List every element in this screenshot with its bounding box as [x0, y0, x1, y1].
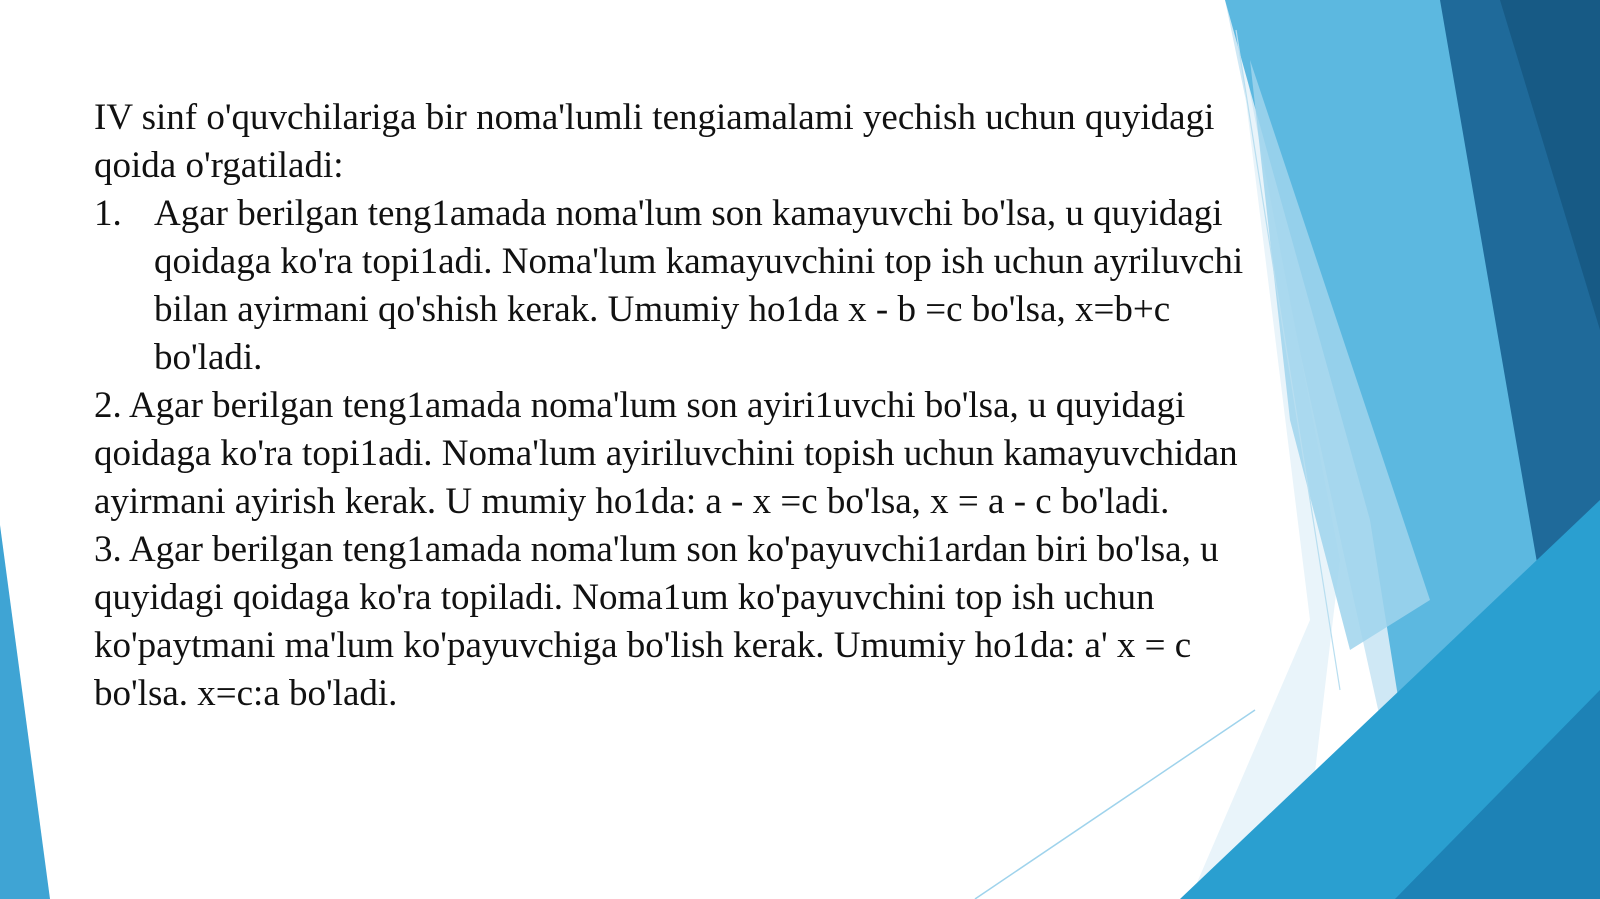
- left-edge-shape: [0, 525, 50, 899]
- intro-paragraph: IV sinf o'quvchilariga bir noma'lumli tengiamalami yechish uchun quyidagi qoida o'rgatiladi:: [94, 97, 1215, 186]
- item-text: Agar berilgan teng1amada noma'lum son kamayuvchi bo'lsa, u quyidagi qoidaga ko'ra topi1adi. Noma'lum kamayuvchini top ish uchun ayriluvchi bilan ayirmani qo'shish kerak. Umumiy ho1da x - b =c bo'lsa, x=b+c bo'ladi.: [154, 193, 1244, 378]
- slide-body-text: [94, 94, 1244, 718]
- numbered-item-1: [94, 190, 1244, 382]
- paragraph-item-2: 2. Agar berilgan teng1amada noma'lum son ayiri1uvchi bo'lsa, u quyidagi qoidaga ko'ra topi1adi. Noma'lum ayiriluvchini topish uchun kamayuvchidan ayirmani ayirish kerak. U mumiy ho1da: a - x =c bo'lsa, x = a - c bo'ladi.: [94, 385, 1238, 522]
- item-number: 1.: [94, 193, 122, 234]
- paragraph-item-3: 3. Agar berilgan teng1amada noma'lum son ko'payuvchi1ardan biri bo'lsa, u quyidagi qoidaga ko'ra topiladi. Noma1um ko'payuvchini top ish uchun ko'paytmani ma'lum ko'payuvchiga bo'lish kerak. Umumiy ho1da: a' x = c bo'lsa. x=c:a bo'ladi.: [94, 529, 1219, 714]
